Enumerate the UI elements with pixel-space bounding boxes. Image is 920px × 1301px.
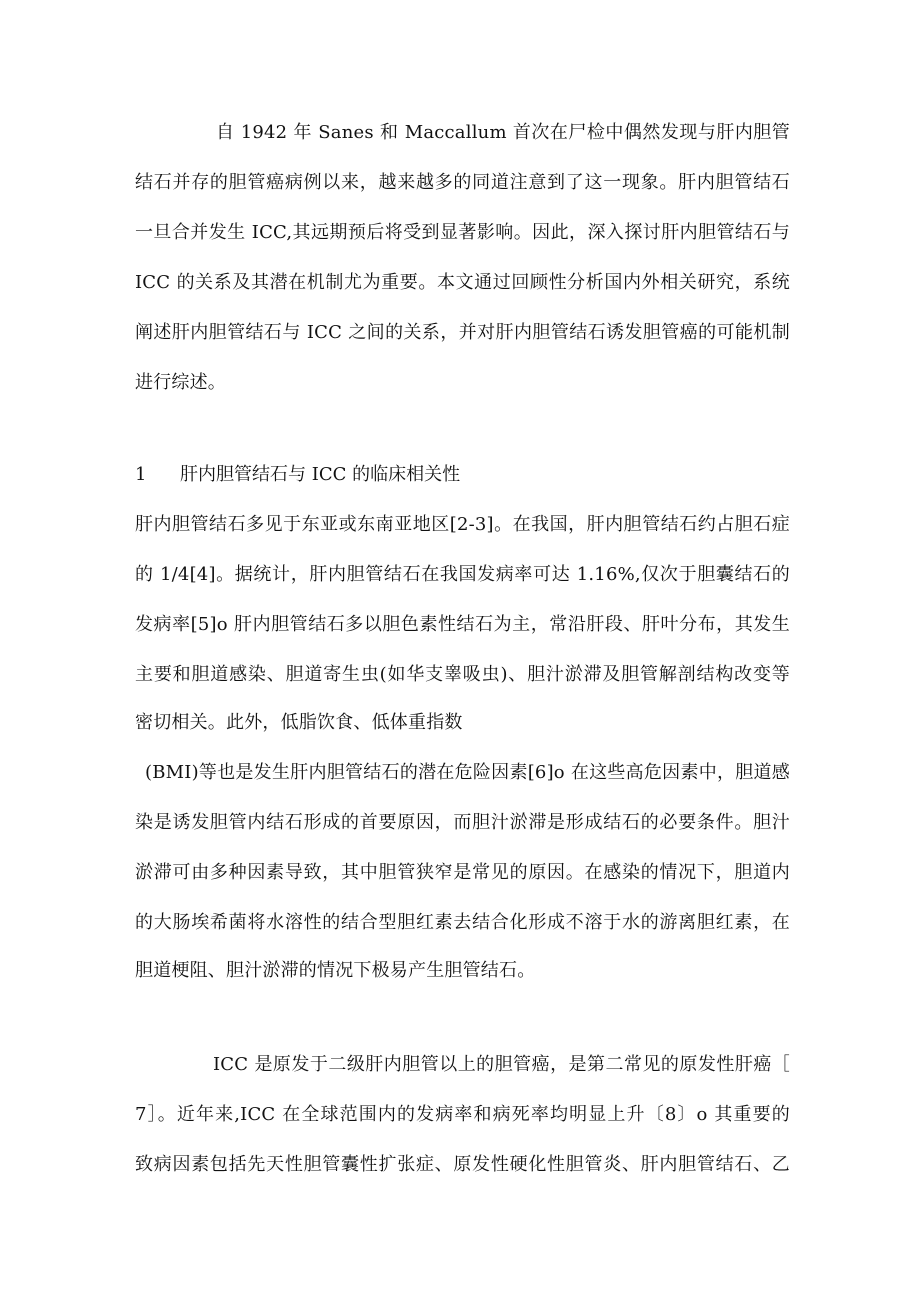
text-line: 致病因素包括先天性胆管囊性扩张症、原发性硬化性胆管炎、肝内胆管结石、乙: [135, 1154, 790, 1175]
text-line: 的 1/4[4]。据统计，肝内胆管结石在我国发病率可达 1.16%,仅次于胆囊结石的: [135, 564, 790, 585]
text-line: 7］。近年来,ICC 在全球范围内的发病率和病死率均明显上升〔8〕o 其重要的: [135, 1104, 790, 1125]
text-line: 阐述肝内胆管结石与 ICC 之间的关系，并对肝内胆管结石诱发胆管癌的可能机制: [135, 322, 790, 343]
text-line: 结石并存的胆管癌病例以来，越来越多的同道注意到了这一现象。肝内胆管结石: [135, 172, 790, 193]
text-line: 淤滞可由多种因素导致，其中胆管狭窄是常见的原因。在感染的情况下，胆道内: [135, 862, 790, 883]
section-title: 肝内胆管结石与 ICC 的临床相关性: [180, 464, 461, 485]
text-line: 的大肠埃希菌将水溶性的结合型胆红素去结合化形成不溶于水的游离胆红素，在: [135, 912, 790, 933]
text-line: 主要和胆道感染、胆道寄生虫(如华支睾吸虫)、胆汁淤滞及胆管解剖结构改变等: [135, 664, 790, 685]
section-number: 1: [135, 464, 147, 485]
text-line: 进行综述。: [135, 372, 226, 393]
text-line: 染是诱发胆管内结石形成的首要原因，而胆汁淤滞是形成结石的必要条件。胆汁: [135, 812, 790, 833]
text-line: 胆道梗阻、胆汁淤滞的情况下极易产生胆管结石。: [135, 960, 536, 981]
text-line: 密切相关。此外，低脂饮食、低体重指数: [135, 712, 463, 733]
text-line: 一旦合并发生 ICC,其远期预后将受到显著影响。因此，深入探讨肝内胆管结石与: [135, 222, 790, 243]
text-line: 肝内胆管结石多见于东亚或东南亚地区[2-3]。在我国，肝内胆管结石约占胆石症: [135, 514, 790, 535]
text-line: ICC 是原发于二级肝内胆管以上的胆管癌，是第二常见的原发性肝癌［: [213, 1054, 790, 1075]
text-line: 自 1942 年 Sanes 和 Maccallum 首次在尸检中偶然发现与肝内胆管: [216, 122, 790, 143]
text-line: 发病率[5]o 肝内胆管结石多以胆色素性结石为主，常沿肝段、肝叶分布，其发生: [135, 614, 790, 635]
text-line: ICC 的关系及其潜在机制尤为重要。本文通过回顾性分析国内外相关研究，系统: [135, 272, 790, 293]
text-line: (BMI)等也是发生肝内胆管结石的潜在危险因素[6]o 在这些高危因素中，胆道感: [145, 762, 790, 783]
